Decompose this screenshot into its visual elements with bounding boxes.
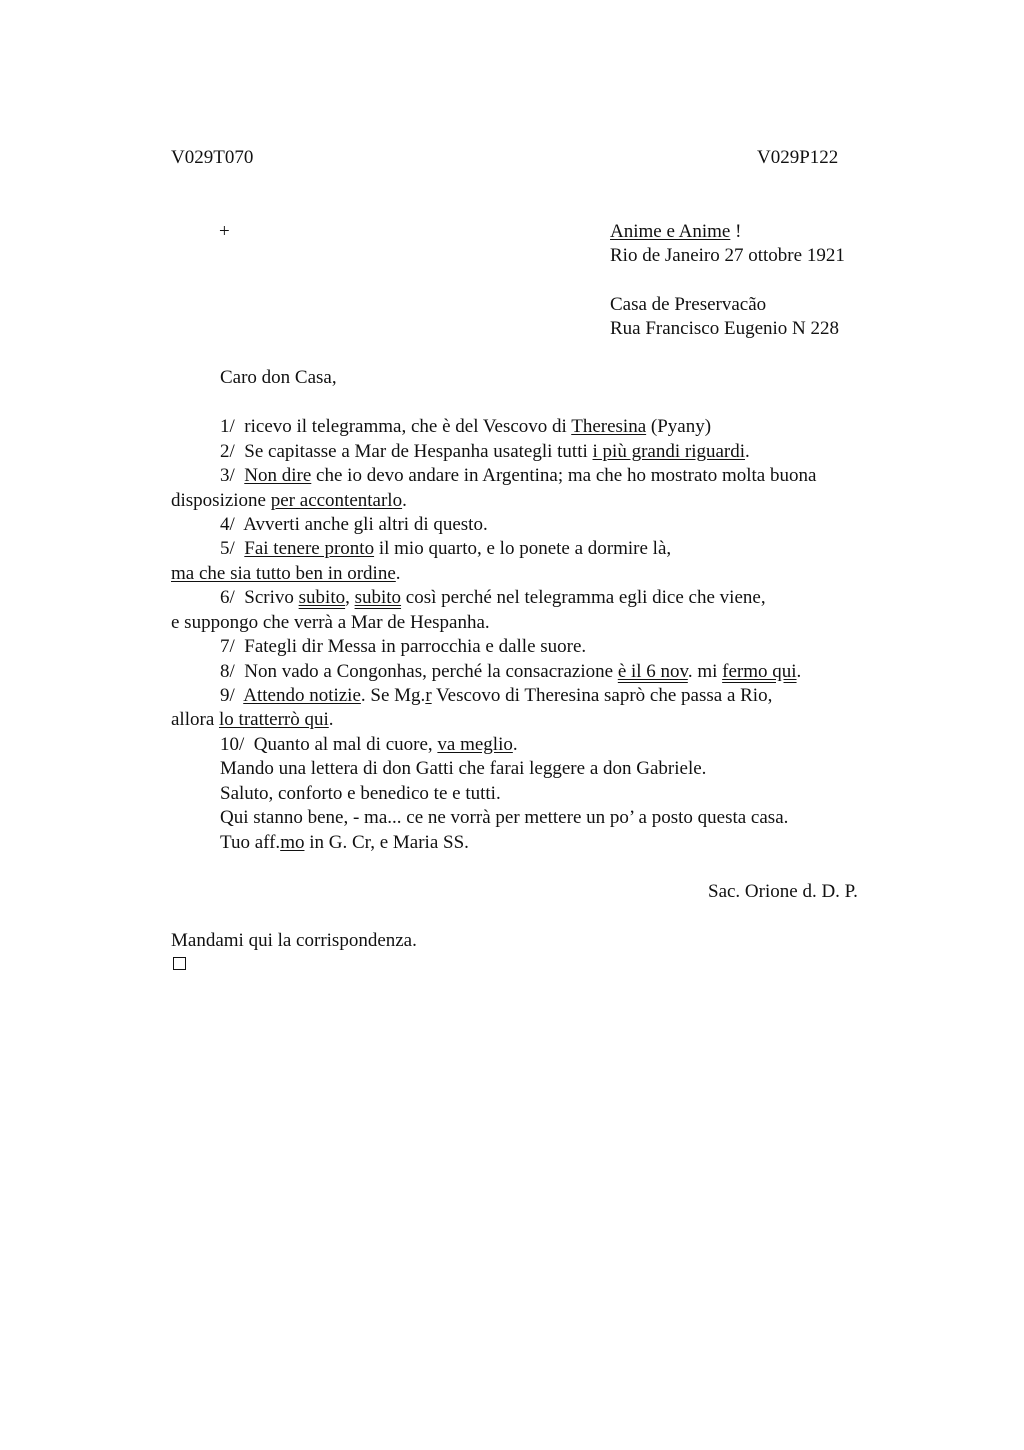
item-number: 8/: [220, 661, 235, 682]
item-number: 3/: [220, 465, 235, 486]
item-text: in G. Cr, e Maria SS.: [304, 832, 469, 853]
item-text: . Se Mg.: [360, 685, 426, 706]
item-text: .: [395, 563, 401, 584]
salutation: Caro don Casa,: [220, 367, 337, 388]
underlined-text: i più grandi riguardi: [592, 441, 746, 462]
item-number: 1/: [220, 416, 235, 437]
item-9-continuation: [171, 708, 334, 732]
item-number: 7/: [220, 636, 235, 657]
item-3-continuation: [171, 489, 407, 513]
item-text: .: [745, 441, 750, 462]
item-number: 10/: [220, 734, 245, 755]
item-text: Quanto al mal di cuore,: [253, 734, 438, 755]
signature: Sac. Orione d. D. P.: [708, 881, 858, 902]
item-number: 6/: [220, 587, 235, 608]
item-1: [220, 415, 711, 439]
underlined-text: lo tratterrò qui: [219, 709, 329, 730]
street-address: Rua Francisco Eugenio N 228: [610, 318, 840, 339]
empty-checkbox-mark: [173, 957, 186, 970]
item-7: [220, 635, 586, 659]
postscript: Mandami qui la corrispondenza.: [171, 930, 417, 951]
item-9: [220, 684, 772, 708]
item-text: Non vado a Congonhas, perché la consacrazione: [244, 661, 618, 682]
item-text: .: [512, 734, 518, 755]
closing-line-4: [220, 831, 469, 855]
item-text: .: [402, 490, 407, 511]
underlined-text: mo: [280, 832, 305, 853]
item-text: (Pyany): [646, 416, 712, 437]
item-4: [220, 513, 488, 537]
item-6-continuation: e suppongo che verrà a Mar de Hespanha.: [171, 612, 490, 633]
house-name: Casa de Preservacão: [610, 294, 767, 315]
item-text: disposizione: [171, 490, 271, 511]
item-8: [220, 660, 801, 684]
underlined-text: ma che sia tutto ben in ordine: [171, 563, 396, 584]
left-code: V029T070: [171, 147, 254, 168]
closing-line-1: Mando una lettera di don Gatti che farai leggere a don Gabriele.: [220, 758, 707, 779]
item-text: Avverti anche gli altri di questo.: [243, 514, 488, 535]
item-3: [220, 464, 816, 488]
closing-line-2: Saluto, conforto e benedico te e tutti.: [220, 783, 501, 804]
cross-mark: +: [219, 221, 230, 242]
right-code: V029P122: [757, 147, 839, 168]
item-text: Se capitasse a Mar de Hespanha usategli tutti: [244, 441, 593, 462]
item-5: [220, 537, 671, 561]
item-text: ,: [345, 587, 355, 608]
place-date: Rio de Janeiro 27 ottobre 1921: [610, 245, 845, 266]
item-text: .: [328, 709, 334, 730]
double-underlined-text: fermo qui: [722, 661, 797, 682]
item-number: 2/: [220, 441, 235, 462]
motto-end: !: [730, 221, 742, 242]
closing-line-3: Qui stanno bene, - ma... ce ne vorrà per mettere un po’ a posto questa casa.: [220, 807, 789, 828]
double-underlined-text: è il 6 nov: [617, 661, 688, 682]
item-text: così perché nel telegramma egli dice che viene,: [401, 587, 766, 608]
underlined-text: per accontentarlo: [270, 490, 403, 511]
item-5-continuation: [171, 562, 401, 586]
double-underlined-text: subito: [298, 587, 346, 608]
underlined-text: r: [425, 685, 432, 706]
underlined-text: va meglio: [437, 734, 513, 755]
item-text: ricevo il telegramma, che è del Vescovo di: [244, 416, 572, 437]
item-number: 5/: [220, 538, 235, 559]
underlined-text: Non dire: [244, 465, 312, 486]
underlined-text: Theresina: [571, 416, 647, 437]
item-text: Fategli dir Messa in parrocchia e dalle suore.: [244, 636, 587, 657]
item-number: 4/: [220, 514, 235, 535]
item-6: [220, 586, 766, 610]
item-text: .: [796, 661, 802, 682]
item-text: Vescovo di Theresina saprò che passa a Rio,: [431, 685, 773, 706]
underlined-text: Fai tenere pronto: [244, 538, 375, 559]
item-text: . mi: [687, 661, 723, 682]
motto-text: Anime e Anime: [610, 221, 731, 242]
item-text: che io devo andare in Argentina; ma che ho mostrato molta buona: [311, 465, 817, 486]
item-text: il mio quarto, e lo ponete a dormire là,: [374, 538, 672, 559]
item-2: [220, 440, 750, 464]
item-text: Tuo aff.: [220, 832, 281, 853]
item-text: allora: [171, 709, 220, 730]
item-text: Scrivo: [244, 587, 299, 608]
item-10: [220, 733, 518, 757]
item-number: 9/: [220, 685, 235, 706]
double-underlined-text: subito: [354, 587, 402, 608]
motto: [610, 220, 741, 244]
underlined-text: Attendo notizie: [243, 685, 361, 706]
